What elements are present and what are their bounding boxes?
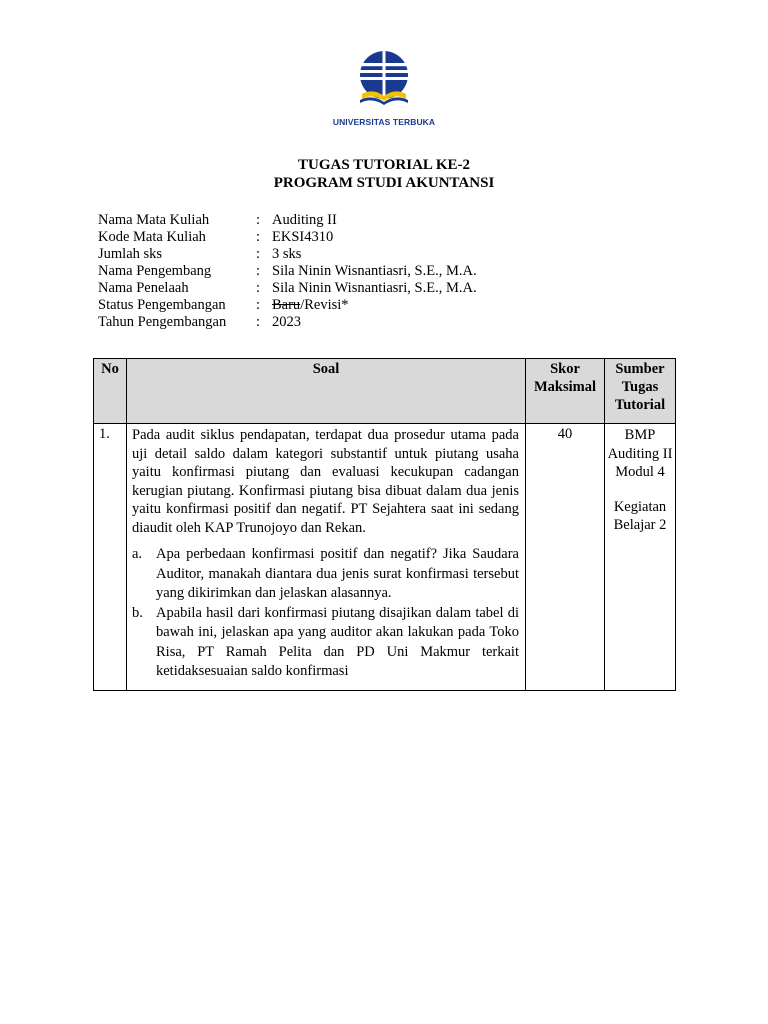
meta-row-credits: Jumlah sks : 3 sks [98,246,302,262]
header-no: No [94,359,127,424]
meta-row-reviewer: Nama Penelaah : Sila Ninin Wisnantiasri, S.E., M.A. [98,280,477,296]
sub-question-a: a. Apa perbedaan konfirmasi positif dan negatif? Jika Saudara Auditor, manakah diantara dua jenis surat konfirmasi tersebut yang dikirimkan dan jelaskan alasannya. [132,546,519,601]
course-name-value: Auditing II [272,212,337,228]
questions-table [93,358,676,691]
meta-row-course-name: Nama Mata Kuliah : Auditing II [98,212,337,228]
header-sumber: Sumber Tugas Tutorial [605,359,676,424]
year-value: 2023 [272,314,301,330]
table-row [94,424,676,691]
course-code-value: EKSI4310 [272,229,334,245]
question-number: 1. [94,424,127,691]
developer-value: Sila Ninin Wisnantiasri, S.E., M.A. [272,263,477,279]
meta-row-year: Tahun Pengembangan : 2023 [98,314,301,330]
meta-row-course-code: Kode Mata Kuliah : EKSI4310 [98,229,334,245]
sub-question-b: b. Apabila hasil dari konfirmasi piutang disajikan dalam tabel di bawah ini, jelaskan apa yang auditor akan lakukan pada Toko Risa, PT Ramah Pelita dan PD Uni Makmur terkait ketidaksesuaian saldo konfirmasi [132,604,519,679]
meta-row-developer: Nama Pengembang : Sila Ninin Wisnantiasri, S.E., M.A. [98,263,477,279]
status-struck-value: Baru [272,297,301,313]
logo-text: UNIVERSITAS TERBUKA [332,117,436,127]
table-header-row [94,359,676,424]
source-reference: BMP Auditing II Modul 4 Kegiatan Belajar 2 [605,424,676,691]
meta-row-status: Status Pengembangan : Baru/Revisi* [98,297,349,313]
reviewer-value: Sila Ninin Wisnantiasri, S.E., M.A. [272,280,477,296]
question-intro: Pada audit siklus pendapatan, terdapat dua prosedur utama pada uji detail saldo dalam kategori substantif untuk piutang usaha yaitu konfirmasi piutang dan evaluasi kecukupan cadangan kerugian piutang. Konfirmasi piutang bisa dibuat dalam dua jenis yaitu konfirmasi positif dan negatif. PT Sejahtera saat ini sedang diaudit oleh KAP Trunojoyo dan Rekan. [132,427,519,536]
header-soal: Soal [127,359,526,424]
credits-value: 3 sks [272,246,302,262]
document-title: TUGAS TUTORIAL KE-2 [298,157,470,173]
program-title: PROGRAM STUDI AKUNTANSI [273,175,495,191]
sub-question-list [132,545,519,682]
university-logo [328,50,440,130]
ut-emblem-icon [356,50,412,114]
max-score: 40 [526,424,605,691]
question-text [127,424,526,691]
status-value: /Revisi* [300,297,349,313]
course-info [98,212,477,331]
header-skor: Skor Maksimal [526,359,605,424]
